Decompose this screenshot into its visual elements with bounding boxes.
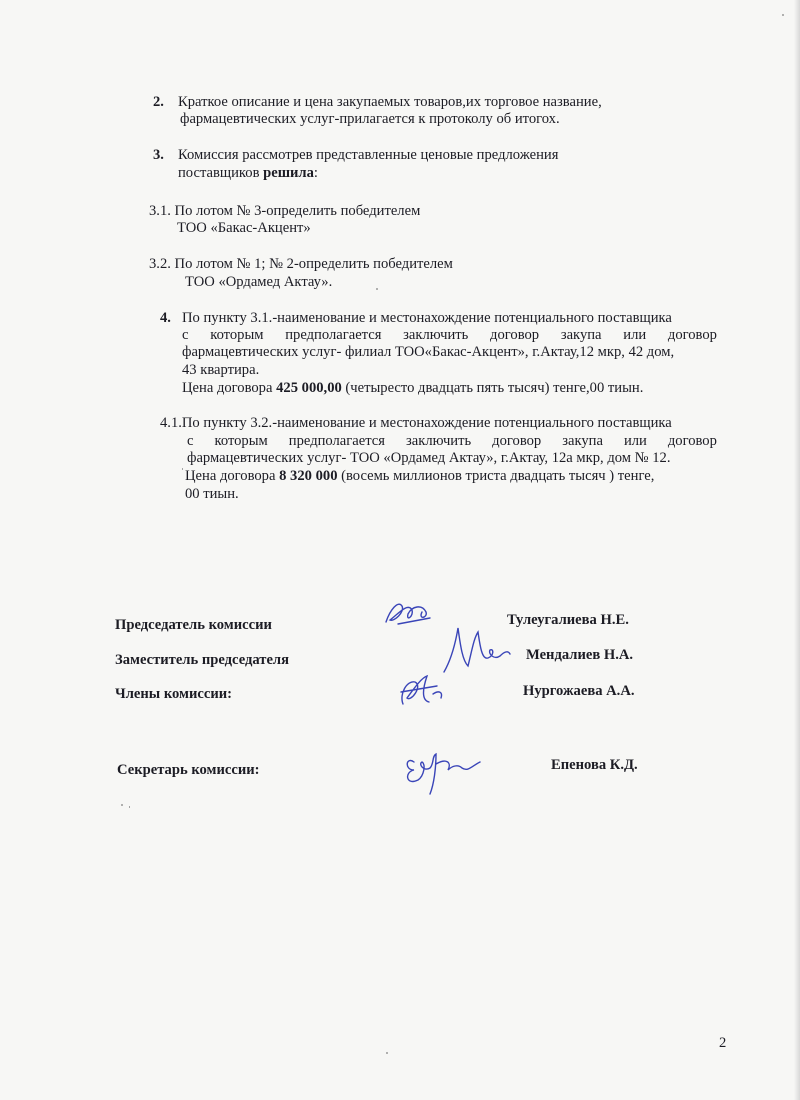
page-number: 2 [719, 1035, 727, 1051]
chairman-name: Тулеугалиева Н.Е. [507, 612, 629, 628]
secretary-name: Епенова К.Д. [551, 757, 638, 773]
members-signature-icon [393, 668, 448, 713]
page-edge-shadow [794, 0, 800, 1100]
scan-speck [376, 288, 378, 290]
secretary-label: Секретарь комиссии: [117, 762, 260, 778]
chairman-label: Председатель комиссии [115, 617, 272, 633]
item-4-price-amount: 425 000,00 [276, 380, 342, 396]
item-4-1-line-3: фармацевтических услуг- ТОО «Ордамед Актау», г.Актау, 12а мкр, дом № 12. [187, 450, 671, 466]
scan-speck [782, 14, 784, 16]
deputy-name: Мендалиев Н.А. [526, 647, 634, 663]
item-4-line-2: с которым предполагается заключить договор закупа или договор [182, 327, 717, 343]
item-4-number: 4. [160, 310, 171, 326]
deputy-label: Заместитель председателя [115, 652, 290, 668]
item-4-1-line-1: 4.1.По пункту 3.2.-наименование и местонахождение потенциального поставщика [160, 415, 672, 431]
item-3-line-2: поставщиков решила: [178, 165, 318, 181]
item-2-line-1: Краткое описание и цена закупаемых товаров,их торговое название, [178, 94, 602, 110]
item-3-2-line-2: ТОО «Ордамед Актау». [185, 274, 333, 290]
item-2-line-2: фармацевтических услуг-прилагается к протоколу об итогох. [180, 111, 560, 127]
item-3-1-line-2: ТОО «Бакас-Акцент» [177, 220, 311, 236]
item-4-line-3: фармацевтических услуг- филиал ТОО«Бакас-Акцент», г.Актау,12 мкр, 42 дом, [182, 344, 675, 360]
item-4-1-line-2: с которым предполагается заключить договор закупа или договор [187, 433, 717, 449]
item-4-line-1: По пункту 3.1.-наименование и местонахождение потенциального поставщика [182, 310, 672, 326]
deputy-signature-icon [438, 620, 513, 680]
scan-speck [182, 468, 183, 470]
item-3-1-line-1: 3.1. По лотом № 3-определить победителем [149, 203, 421, 219]
scan-speck [121, 804, 123, 806]
item-4-price: Цена договора 425 000,00 (четыресто двадцать пять тысяч) тенге,00 тиын. [182, 380, 644, 396]
secretary-signature-icon [400, 742, 485, 800]
scan-speck [386, 1052, 388, 1054]
item-4-line-4: 43 квартира. [182, 362, 260, 378]
scan-speck [129, 806, 130, 808]
item-3-2-line-1: 3.2. По лотом № 1; № 2-определить победителем [149, 256, 453, 272]
members-label: Члены комиссии: [115, 686, 233, 702]
item-4-1-price: Цена договора 8 320 000 (восемь миллионов триста двадцать тысяч ) тенге, [185, 468, 655, 484]
chairman-signature-icon [378, 592, 438, 634]
members-name: Нургожаева А.А. [523, 683, 635, 699]
item-4-1-price-amount: 8 320 000 [279, 468, 338, 484]
item-4-1-line-5: 00 тиын. [185, 486, 239, 502]
item-3-line-1: Комиссия рассмотрев представленные ценовые предложения [178, 147, 559, 163]
item-3-number: 3. [153, 147, 164, 163]
item-2-number: 2. [153, 94, 164, 110]
decided-word: решила [263, 165, 314, 181]
